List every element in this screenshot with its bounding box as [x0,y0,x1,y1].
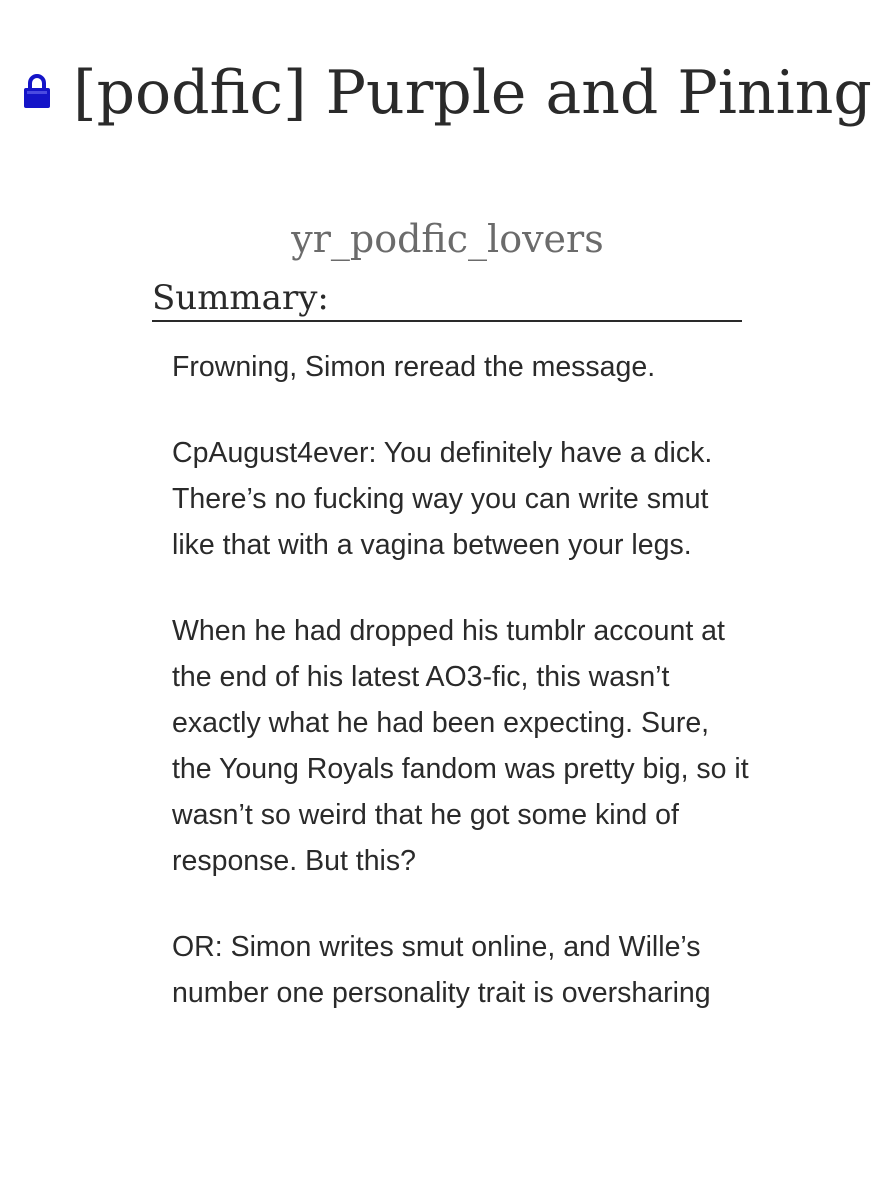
summary-heading: Summary: [152,276,742,322]
work-title [0,58,895,128]
work-title-text[interactable]: [podfic] Purple and Pining [73,58,872,128]
summary-paragraph: Frowning, Simon reread the message. [172,351,656,383]
summary-body [172,344,752,1056]
summary-paragraph: OR: Simon writes smut online, and Wille’s number one personality trait is oversharing [172,931,711,1009]
summary-paragraph: CpAugust4ever: You definitely have a dick. There’s no fucking way you can write smut like that with a vagina between your legs. [172,437,713,561]
author-link[interactable]: yr_podfic_lovers [291,217,604,261]
summary-paragraph: When he had dropped his tumblr account at the end of his latest AO3-fic, this wasn’t exactly what he had been expecting. Sure, the Young Royals fandom was pretty big, so it wasn’t so weird that he got some kind of response. But this? [172,615,749,877]
lock-icon [23,73,51,109]
work-header [0,58,895,128]
